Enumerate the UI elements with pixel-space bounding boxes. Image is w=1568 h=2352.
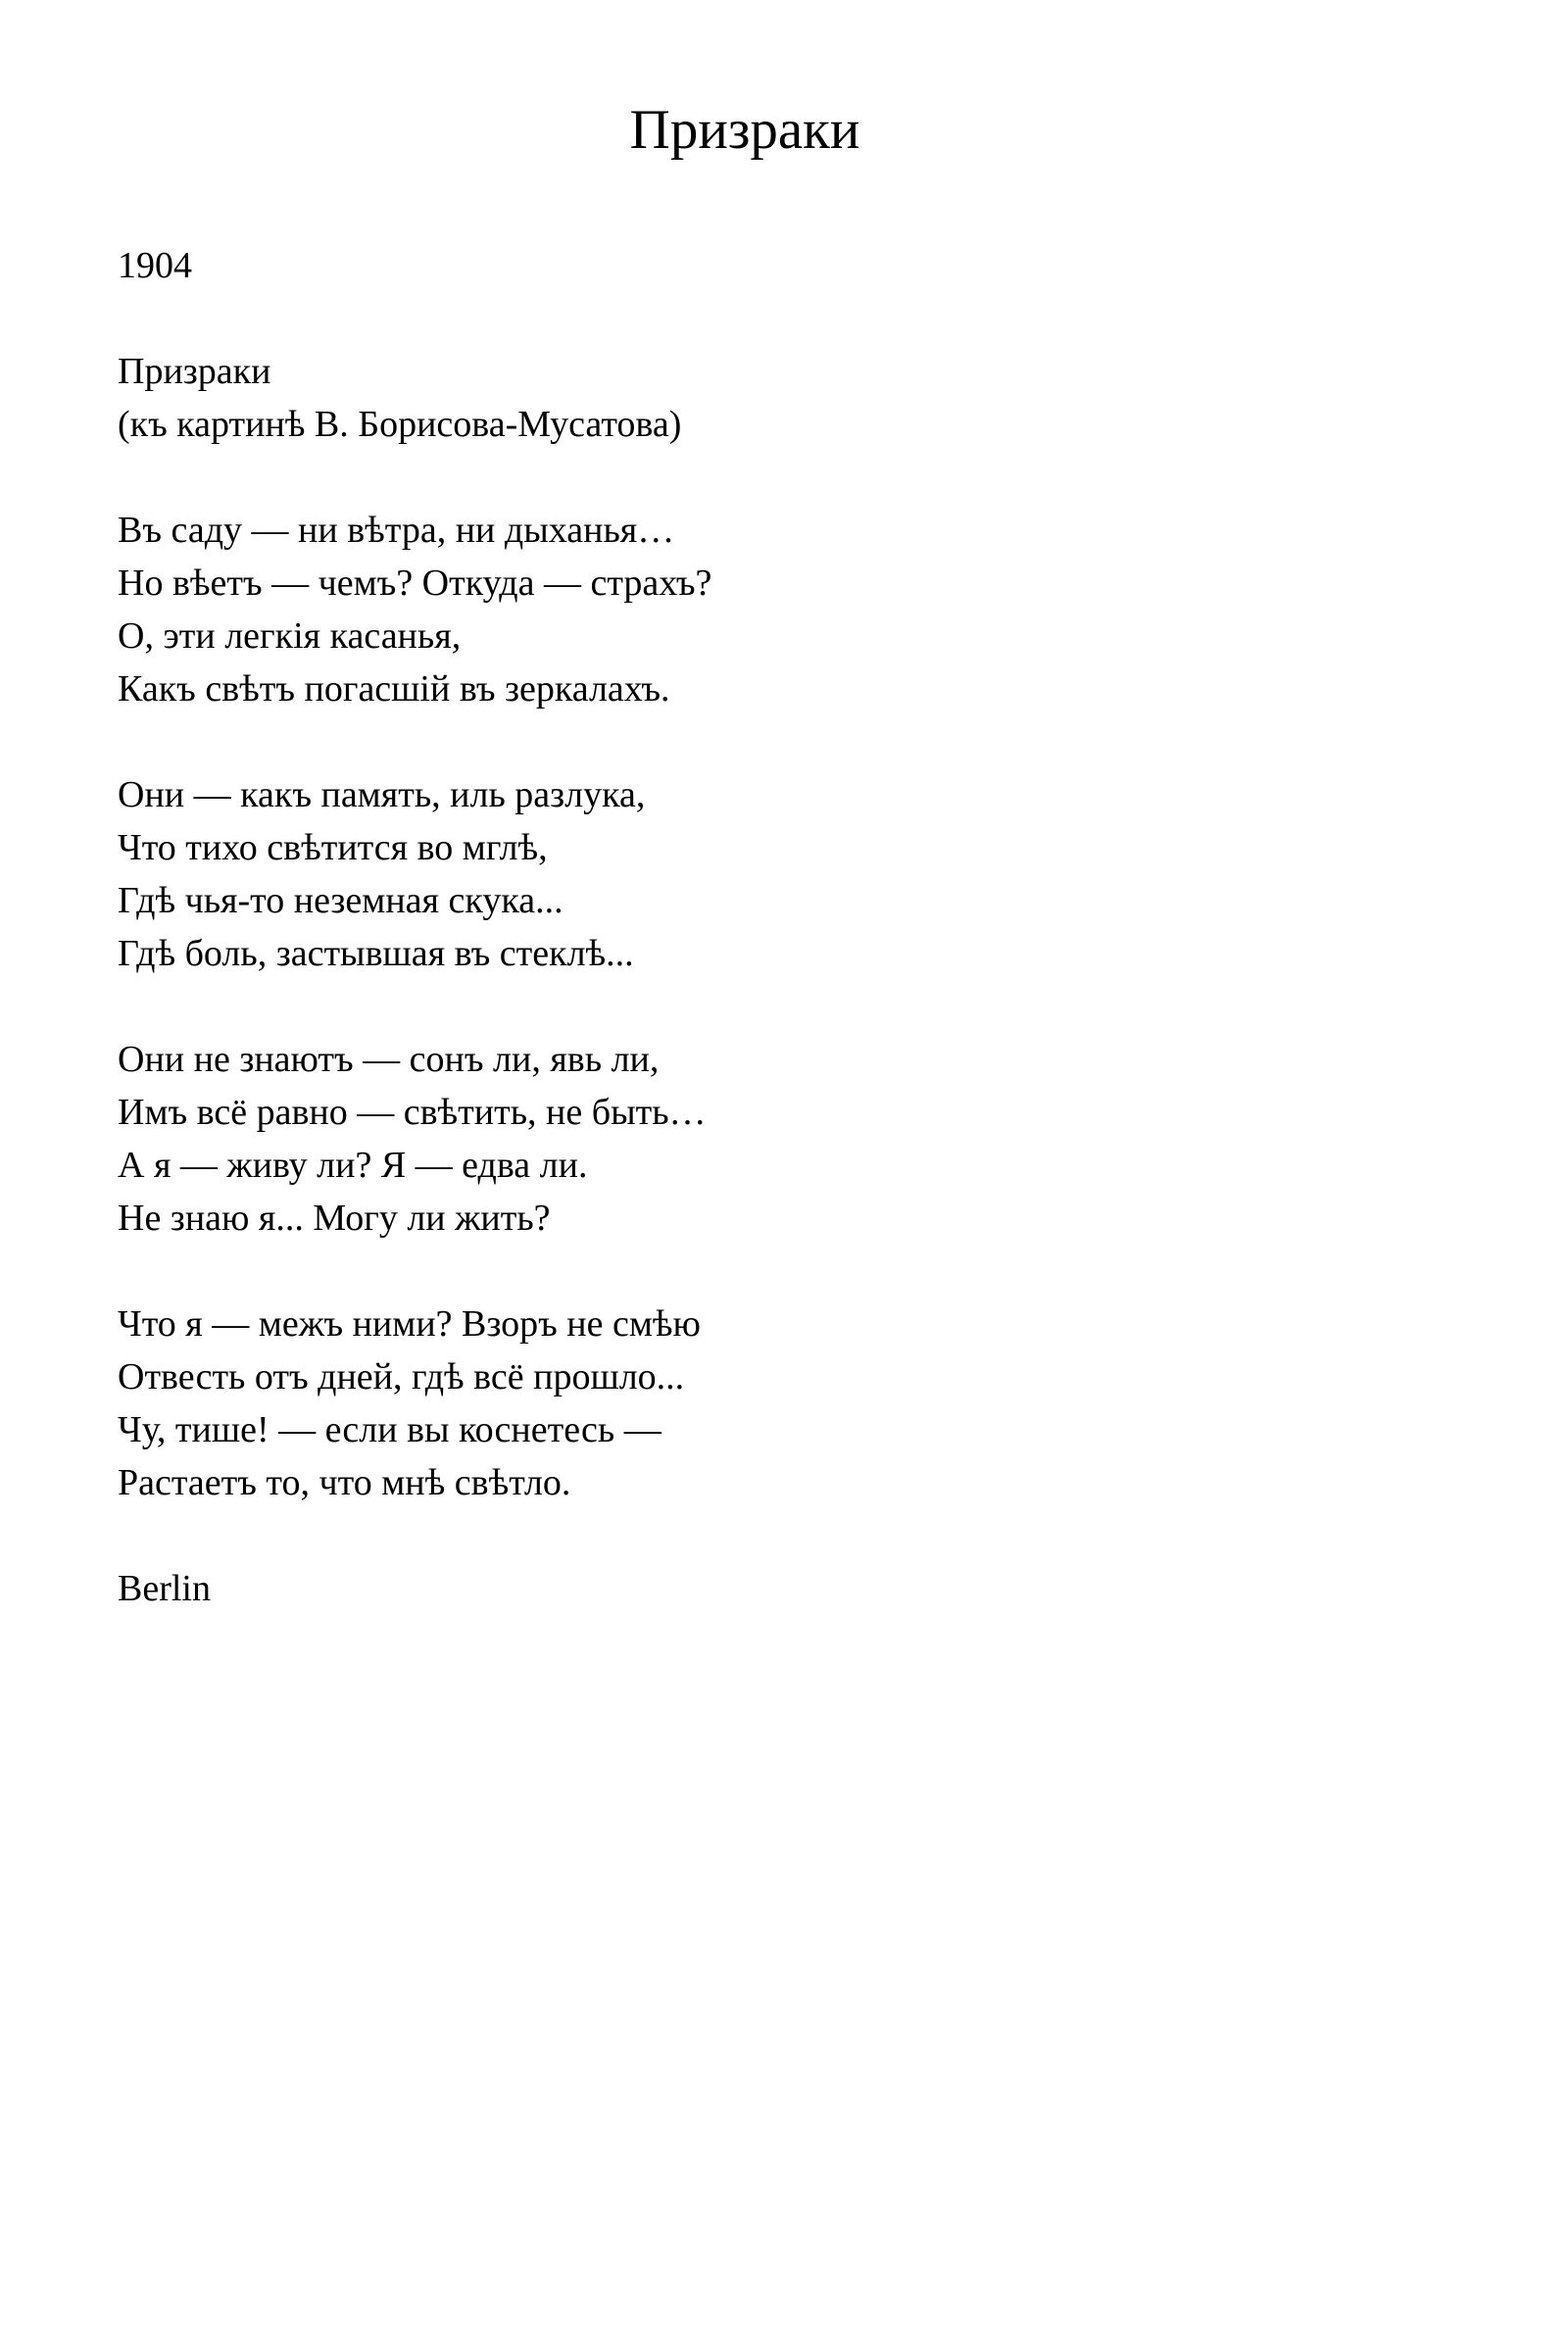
verse-line: Они не знаютъ — сонъ ли, явь ли, — [118, 1039, 660, 1080]
verse-line: Растаетъ то, что мнѣ свѣтло. — [118, 1462, 571, 1503]
verse-line: Чу, тише! — если вы коснетесь — — [118, 1409, 662, 1450]
stanza-4 — [118, 1298, 1372, 1509]
stanza-3 — [118, 1033, 1372, 1245]
verse-line: А я — живу ли? Я — едва ли. — [118, 1145, 588, 1186]
verse-line: Они — какъ память, иль разлука, — [118, 774, 646, 815]
verse-line: Какъ свѣтъ погасшій въ зеркалахъ. — [118, 668, 670, 710]
verse-line: Что я — межъ ними? Взоръ не смѣю — [118, 1303, 701, 1345]
poem-page — [118, 0, 1372, 1615]
verse-line: Въ саду — ни вѣтра, ни дыханья… — [118, 510, 675, 551]
verse-line: Отвесть отъ дней, гдѣ всё прошло... — [118, 1356, 685, 1397]
verse-line: О, эти легкія касанья, — [118, 615, 462, 657]
verse-line: Имъ всё равно — свѣтить, не быть… — [118, 1092, 707, 1133]
stanza-2 — [118, 768, 1372, 980]
stanza-1 — [118, 504, 1372, 715]
verse-line: Гдѣ чья-то неземная скука... — [118, 880, 564, 921]
verse-line: Не знаю я... Могу ли жить? — [118, 1198, 551, 1239]
verse-line: Но вѣетъ — чемъ? Откуда — страхъ? — [118, 563, 712, 604]
poem-subtitle — [118, 345, 1372, 451]
verse-line: Что тихо свѣтится во мглѣ, — [118, 827, 548, 868]
verse-line: Гдѣ боль, застывшая въ стеклѣ... — [118, 933, 634, 974]
poem-place: Berlin — [118, 1568, 211, 1609]
subtitle-line-1: Призраки — [118, 351, 271, 392]
poem-year: 1904 — [118, 245, 192, 286]
poem-title: Призраки — [629, 99, 860, 161]
subtitle-line-2: (къ картинѣ В. Борисова-Мусатова) — [118, 404, 682, 445]
